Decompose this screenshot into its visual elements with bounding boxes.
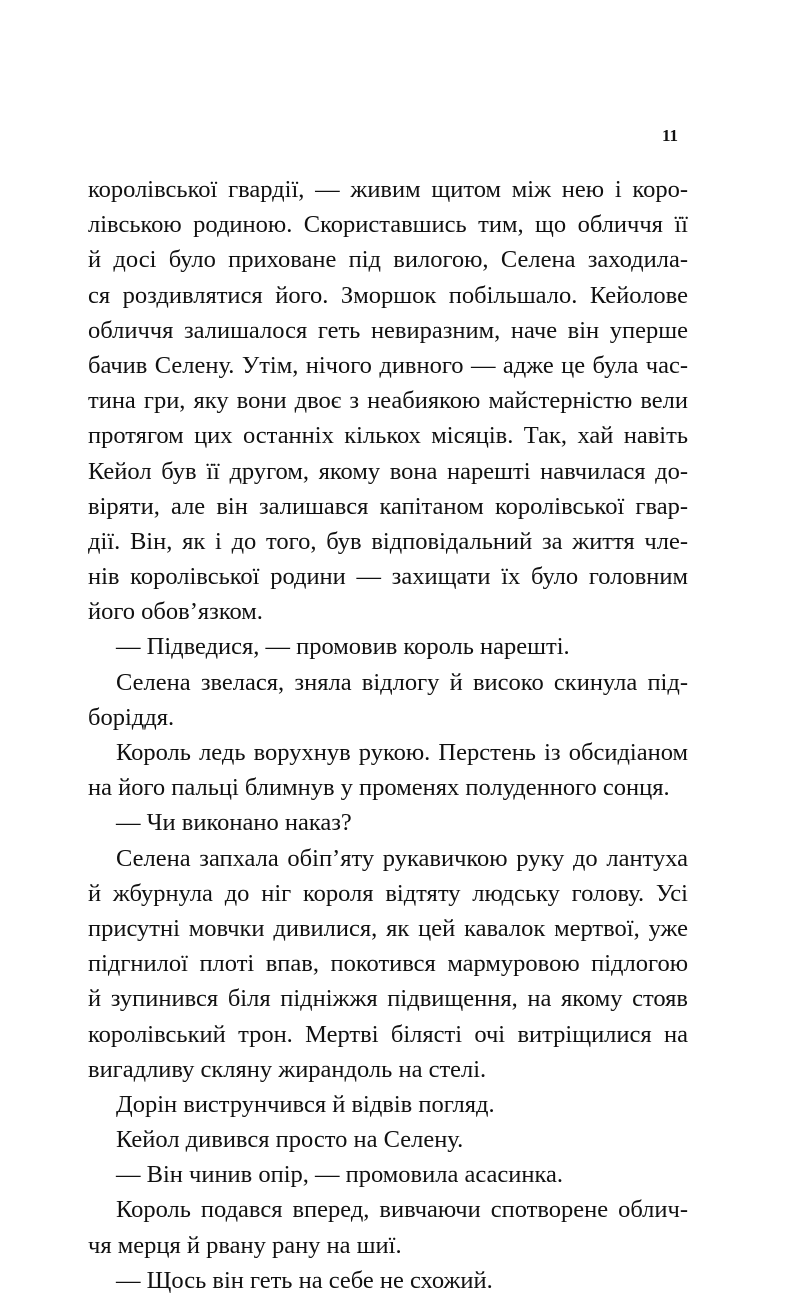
text-line: Кейол дивився просто на Селену. — [116, 1126, 464, 1154]
text-line: його обов’язком. — [88, 598, 263, 626]
text-line: на його пальці блимнув у променях полуденного сонця. — [88, 774, 670, 802]
text-line: й жбурнула до ніг короля відтяту людську голову. Усі — [88, 879, 688, 907]
text-line: ся роздивлятися його. Зморшок побільшало. Кейолове — [88, 281, 688, 309]
text-line: нів королівської родини — захищати їх було головним — [88, 563, 688, 591]
text-line: королівський трон. Мертві білясті очі витріщилися на — [88, 1020, 688, 1048]
text-line: й досі було приховане під вилогою, Селена заходила- — [88, 246, 688, 274]
text-line: королівської гвардії, — живим щитом між нею і коро- — [88, 176, 688, 203]
text-line: Селена запхала обіп’яту рукавичкою руку до лантуха — [116, 844, 688, 872]
text-line: й зупинився біля підніжжя підвищення, на якому стояв — [88, 985, 688, 1013]
page-number: 11 — [661, 126, 678, 145]
text-line: підгнилої плоті впав, покотився мармуровою підлогою — [88, 950, 688, 978]
text-line: — Щось він геть на себе не схожий. — [116, 1266, 493, 1294]
text-line: боріддя. — [88, 703, 175, 731]
text-line: лівською родиною. Скориставшись тим, що обличчя її — [88, 211, 688, 239]
text-line: протягом цих останніх кількох місяців. Так, хай навіть — [88, 422, 688, 450]
text-line: вигадливу скляну жирандоль на стелі. — [88, 1055, 487, 1083]
text-line: бачив Селену. Утім, нічого дивного — адже це була час- — [88, 351, 688, 379]
text-line: — Він чинив опір, — промовила асасинка. — [116, 1161, 564, 1189]
text-line: Дорін виструнчився й відвів погляд. — [116, 1090, 495, 1118]
text-line: Король ледь ворухнув рукою. Перстень із обсидіаном — [116, 739, 688, 766]
text-line: — Підведися, — промовив король нарешті. — [116, 633, 570, 661]
text-line: Селена звелася, зняла відлогу й високо скинула під- — [116, 668, 688, 696]
text-line: присутні мовчки дивилися, як цей кавалок мертвої, уже — [88, 914, 688, 942]
body-text — [88, 172, 688, 1298]
text-line: Король подався вперед, вивчаючи спотворене облич- — [116, 1196, 688, 1224]
text-line: чя мерця й рвану рану на шиї. — [88, 1231, 402, 1259]
text-line: Кейол був її другом, якому вона нарешті навчилася до- — [88, 457, 688, 485]
text-line: обличчя залишалося геть невиразним, наче він уперше — [88, 316, 688, 344]
text-line: віряти, але він залишався капітаном королівської гвар- — [88, 492, 688, 520]
text-line: тина гри, яку вони двоє з неабиякою майстерністю вели — [88, 387, 688, 415]
text-line: — Чи виконано наказ? — [116, 809, 352, 837]
text-line: дії. Він, як і до того, був відповідальний за життя чле- — [88, 527, 688, 555]
